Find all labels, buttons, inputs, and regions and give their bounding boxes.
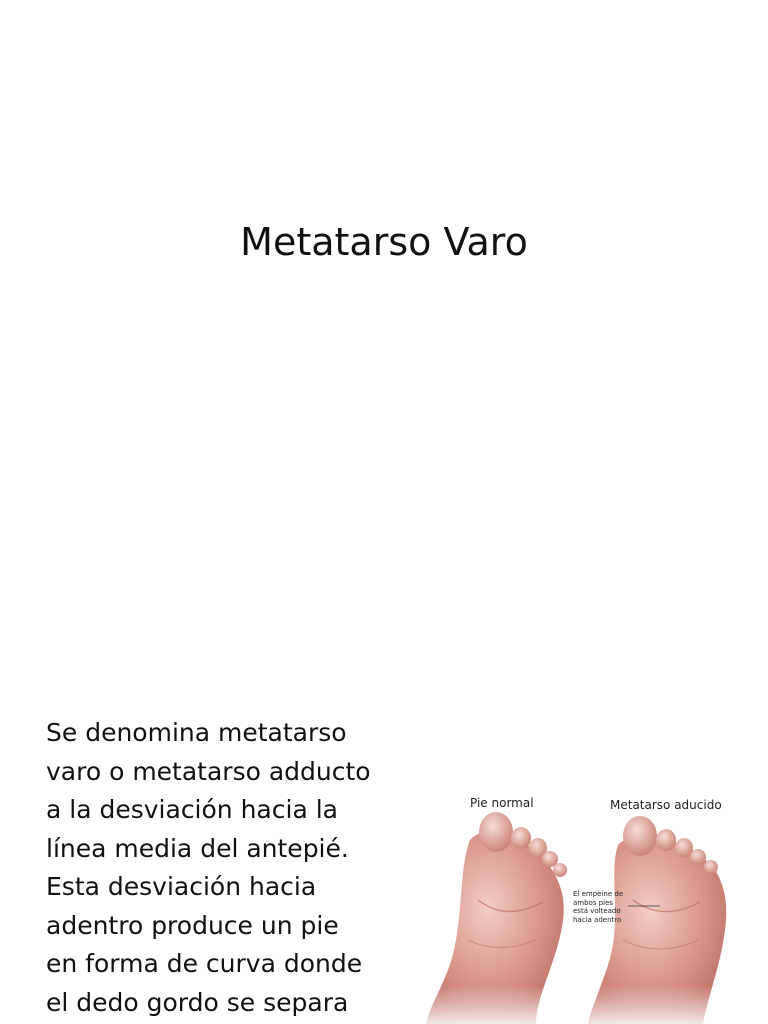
normal-foot-label: Pie normal [470,796,534,810]
adducted-foot-label: Metatarso aducido [610,798,722,812]
feet-illustration [418,790,748,1024]
instep-annotation: El empeine de ambos pies está volteado hacia adentro [573,890,624,924]
slide-title: Metatarso Varo [240,220,528,264]
slide-body-text: Se denomina metatarso varo o metatarso adducto a la desviación hacia la línea media del antepié. Esta desviación hacia adentro produce un pie en forma de curva donde el dedo gordo se separa [46,718,371,1017]
